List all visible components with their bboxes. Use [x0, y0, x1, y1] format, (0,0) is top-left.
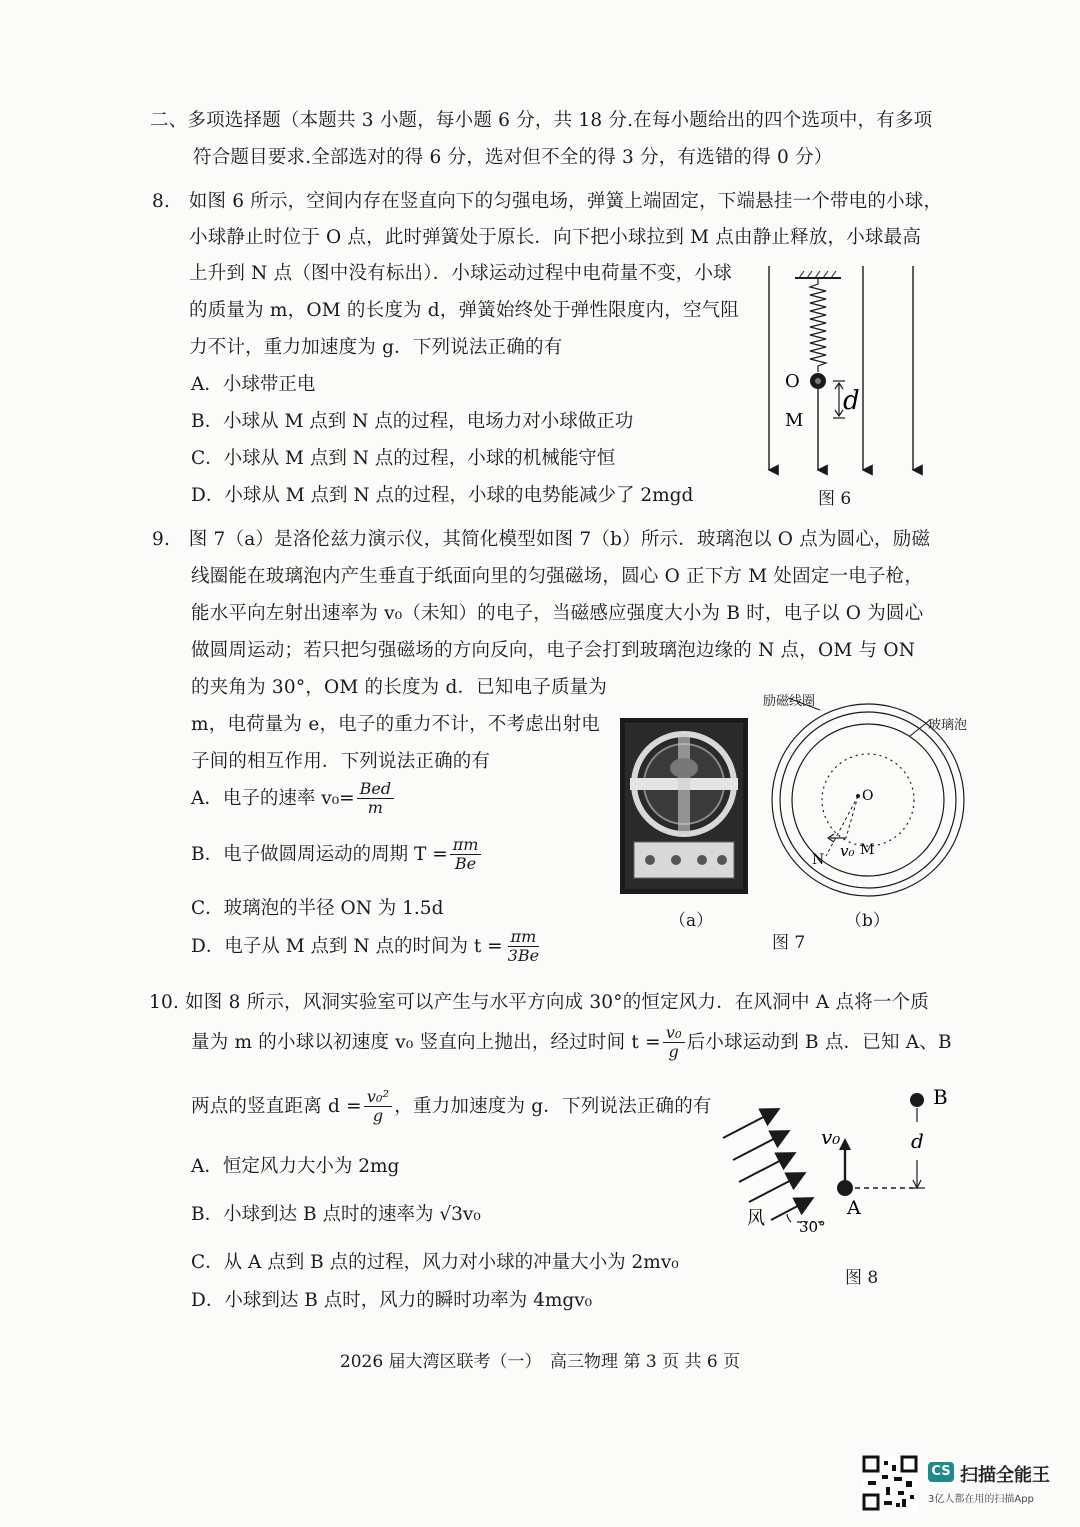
wind-arrow	[723, 1110, 777, 1138]
q10-line2	[191, 1024, 952, 1062]
wind-arrow	[739, 1154, 793, 1182]
radius-OM	[846, 796, 858, 838]
q10-option-a: A．恒定风力大小为 2mg	[191, 1156, 400, 1177]
fraction	[450, 836, 482, 874]
fraction-den: Be	[454, 854, 477, 874]
q9-line: 9. 图 7（a）是洛伦兹力演示仪，其简化模型如图 7（b）所示．玻璃泡以 O 点为圆心，励磁	[152, 529, 931, 550]
spring	[810, 278, 826, 372]
fraction	[505, 928, 542, 966]
figure-8-caption: 图 8	[845, 1268, 879, 1288]
q8-option-c: C．小球从 M 点到 N 点的过程，小球的机械能守恒	[191, 448, 616, 469]
q9-line: 线圈能在玻璃泡内产生垂直于纸面向里的匀强磁场，圆心 O 正下方 M 处固定一电子枪，	[191, 566, 924, 587]
label-A: A	[847, 1197, 861, 1219]
label-d: d	[843, 386, 860, 416]
ball-highlight	[815, 378, 821, 384]
label-O: O	[862, 788, 874, 804]
label-M: M	[785, 410, 804, 431]
fraction-den: g	[372, 1106, 384, 1126]
v0-arrowhead	[839, 1138, 851, 1150]
q9-option-a-text: A．电子的速率 v₀=	[191, 787, 355, 809]
q9-option-b-text: B．电子做圆周运动的周期 T =	[191, 843, 448, 865]
q10-line1: 10. 如图 8 所示，风洞实验室可以产生与水平方向成 30°的恒定风力．在风洞中 A 点将一个质	[149, 992, 929, 1013]
fraction-den: g	[668, 1042, 679, 1062]
figure-6	[755, 258, 935, 476]
q9-option-c: C．玻璃泡的半径 ON 为 1.5d	[191, 898, 444, 919]
q8-line: 小球静止时位于 O 点，此时弹簧处于原长．向下把小球拉到 M 点由静止释放，小球最高	[189, 227, 922, 248]
label-O: O	[785, 371, 800, 392]
cs-logo-icon: CS	[928, 1462, 954, 1482]
q8-option-a: A．小球带正电	[191, 374, 316, 395]
fraction-num: v₀	[663, 1024, 685, 1043]
label-glass-bulb: 玻璃泡	[928, 718, 968, 733]
q9-option-b	[191, 836, 483, 874]
figure-7a-label: （a）	[669, 911, 714, 931]
q9-option-d-text: D．电子从 M 点到 N 点的时间为 t =	[191, 935, 503, 957]
label-v0: v₀	[821, 1125, 841, 1149]
wind-arrow	[733, 1132, 787, 1160]
point-A-ball	[837, 1180, 853, 1196]
q9-line: 的夹角为 30°，OM 的长度为 d．已知电子质量为	[191, 677, 608, 698]
label-angle: 30°	[799, 1218, 826, 1236]
page-footer: 2026 届大湾区联考（一） 高三物理 第 3 页 共 6 页	[339, 1352, 741, 1372]
label-B: B	[933, 1085, 948, 1109]
q10-line3	[191, 1088, 712, 1126]
q9-option-a	[191, 780, 396, 818]
q9-line: m，电荷量为 e，电子的重力不计，不考虑出射电	[191, 714, 600, 735]
figure-8	[715, 1082, 975, 1252]
q10-line2-prefix: 量为 m 的小球以初速度 v₀ 竖直向上抛出，经过时间 t =	[191, 1031, 661, 1053]
fraction	[364, 1088, 392, 1126]
fraction	[663, 1024, 685, 1062]
fraction	[357, 780, 394, 818]
figure-6-caption: 图 6	[818, 489, 852, 509]
q10-line2-suffix: 后小球运动到 B 点．已知 A、B	[686, 1031, 952, 1053]
q10-line3-suffix: ，重力加速度为 g．下列说法正确的有	[394, 1095, 712, 1117]
label-M: M	[860, 842, 875, 858]
q10-option-d: D．小球到达 B 点时，风力的瞬时功率为 4mgv₀	[191, 1290, 593, 1311]
fraction-den: m	[367, 798, 383, 818]
figure-7b-label: （b）	[845, 911, 890, 931]
qr-code-icon	[862, 1455, 918, 1511]
bulb-leader	[910, 720, 930, 736]
q10-option-b: B．小球到达 B 点时的速率为 √3v₀	[191, 1204, 481, 1225]
label-excitation-coil: 励磁线圈	[763, 694, 816, 709]
fraction-den: 3Be	[507, 946, 540, 966]
section-title-line1: 二、多项选择题（本题共 3 小题，每小题 6 分，共 18 分.在每小题给出的四个选项中，有多项	[150, 110, 933, 131]
fraction-num: πm	[450, 836, 482, 855]
label-v0: v₀	[840, 842, 855, 860]
figure-7a-photo	[620, 718, 748, 894]
wind-arrow	[771, 1199, 811, 1220]
q10-option-c: C．从 A 点到 B 点的过程，风力对小球的冲量大小为 2mv₀	[191, 1252, 679, 1273]
label-N: N	[812, 852, 825, 868]
section-title-line2: 符合题目要求.全部选对的得 6 分，选对但不全的得 3 分，有选错的得 0 分）	[193, 147, 833, 168]
brand-name: 扫描全能王	[960, 1465, 1050, 1486]
q9-line: 能水平向左射出速率为 v₀（未知）的电子，当磁感应强度大小为 B 时，电子以 O 为圆心	[191, 603, 924, 624]
angle-arc	[787, 1214, 791, 1222]
q9-line: 做圆周运动；若只把匀强磁场的方向反向，电子会打到玻璃泡边缘的 N 点，OM 与 ON	[191, 640, 916, 661]
q8-line: 的质量为 m，OM 的长度为 d，弹簧始终处于弹性限度内，空气阻	[189, 300, 740, 321]
q8-line: 上升到 N 点（图中没有标出）．小球运动过程中电荷量不变，小球	[189, 263, 732, 284]
fraction-num: Bed	[357, 780, 394, 799]
figure-7-caption: 图 7	[772, 933, 806, 953]
fraction-num: πm	[508, 928, 540, 947]
q8-line: 力不计，重力加速度为 g．下列说法正确的有	[189, 337, 563, 358]
fraction-num: v₀²	[364, 1088, 392, 1107]
ceiling-support	[795, 271, 841, 278]
label-wind: 风	[747, 1208, 765, 1229]
q9-line: 子间的相互作用．下列说法正确的有	[191, 751, 491, 772]
brand-tagline: 3亿人都在用的扫描App	[928, 1494, 1034, 1505]
q8-option-b: B．小球从 M 点到 N 点的过程，电场力对小球做正功	[191, 411, 634, 432]
point-B-ball	[910, 1093, 924, 1107]
q8-line: 8. 如图 6 所示，空间内存在竖直向下的匀强电场，弹簧上端固定，下端悬挂一个带电的小球，	[152, 191, 943, 212]
label-d: d	[911, 1129, 924, 1153]
q9-option-d	[191, 928, 544, 966]
q10-line3-prefix: 两点的竖直距离 d =	[191, 1095, 362, 1117]
wind-arrow	[749, 1174, 803, 1202]
q8-option-d: D．小球从 M 点到 N 点的过程，小球的电势能减少了 2mgd	[191, 485, 694, 506]
